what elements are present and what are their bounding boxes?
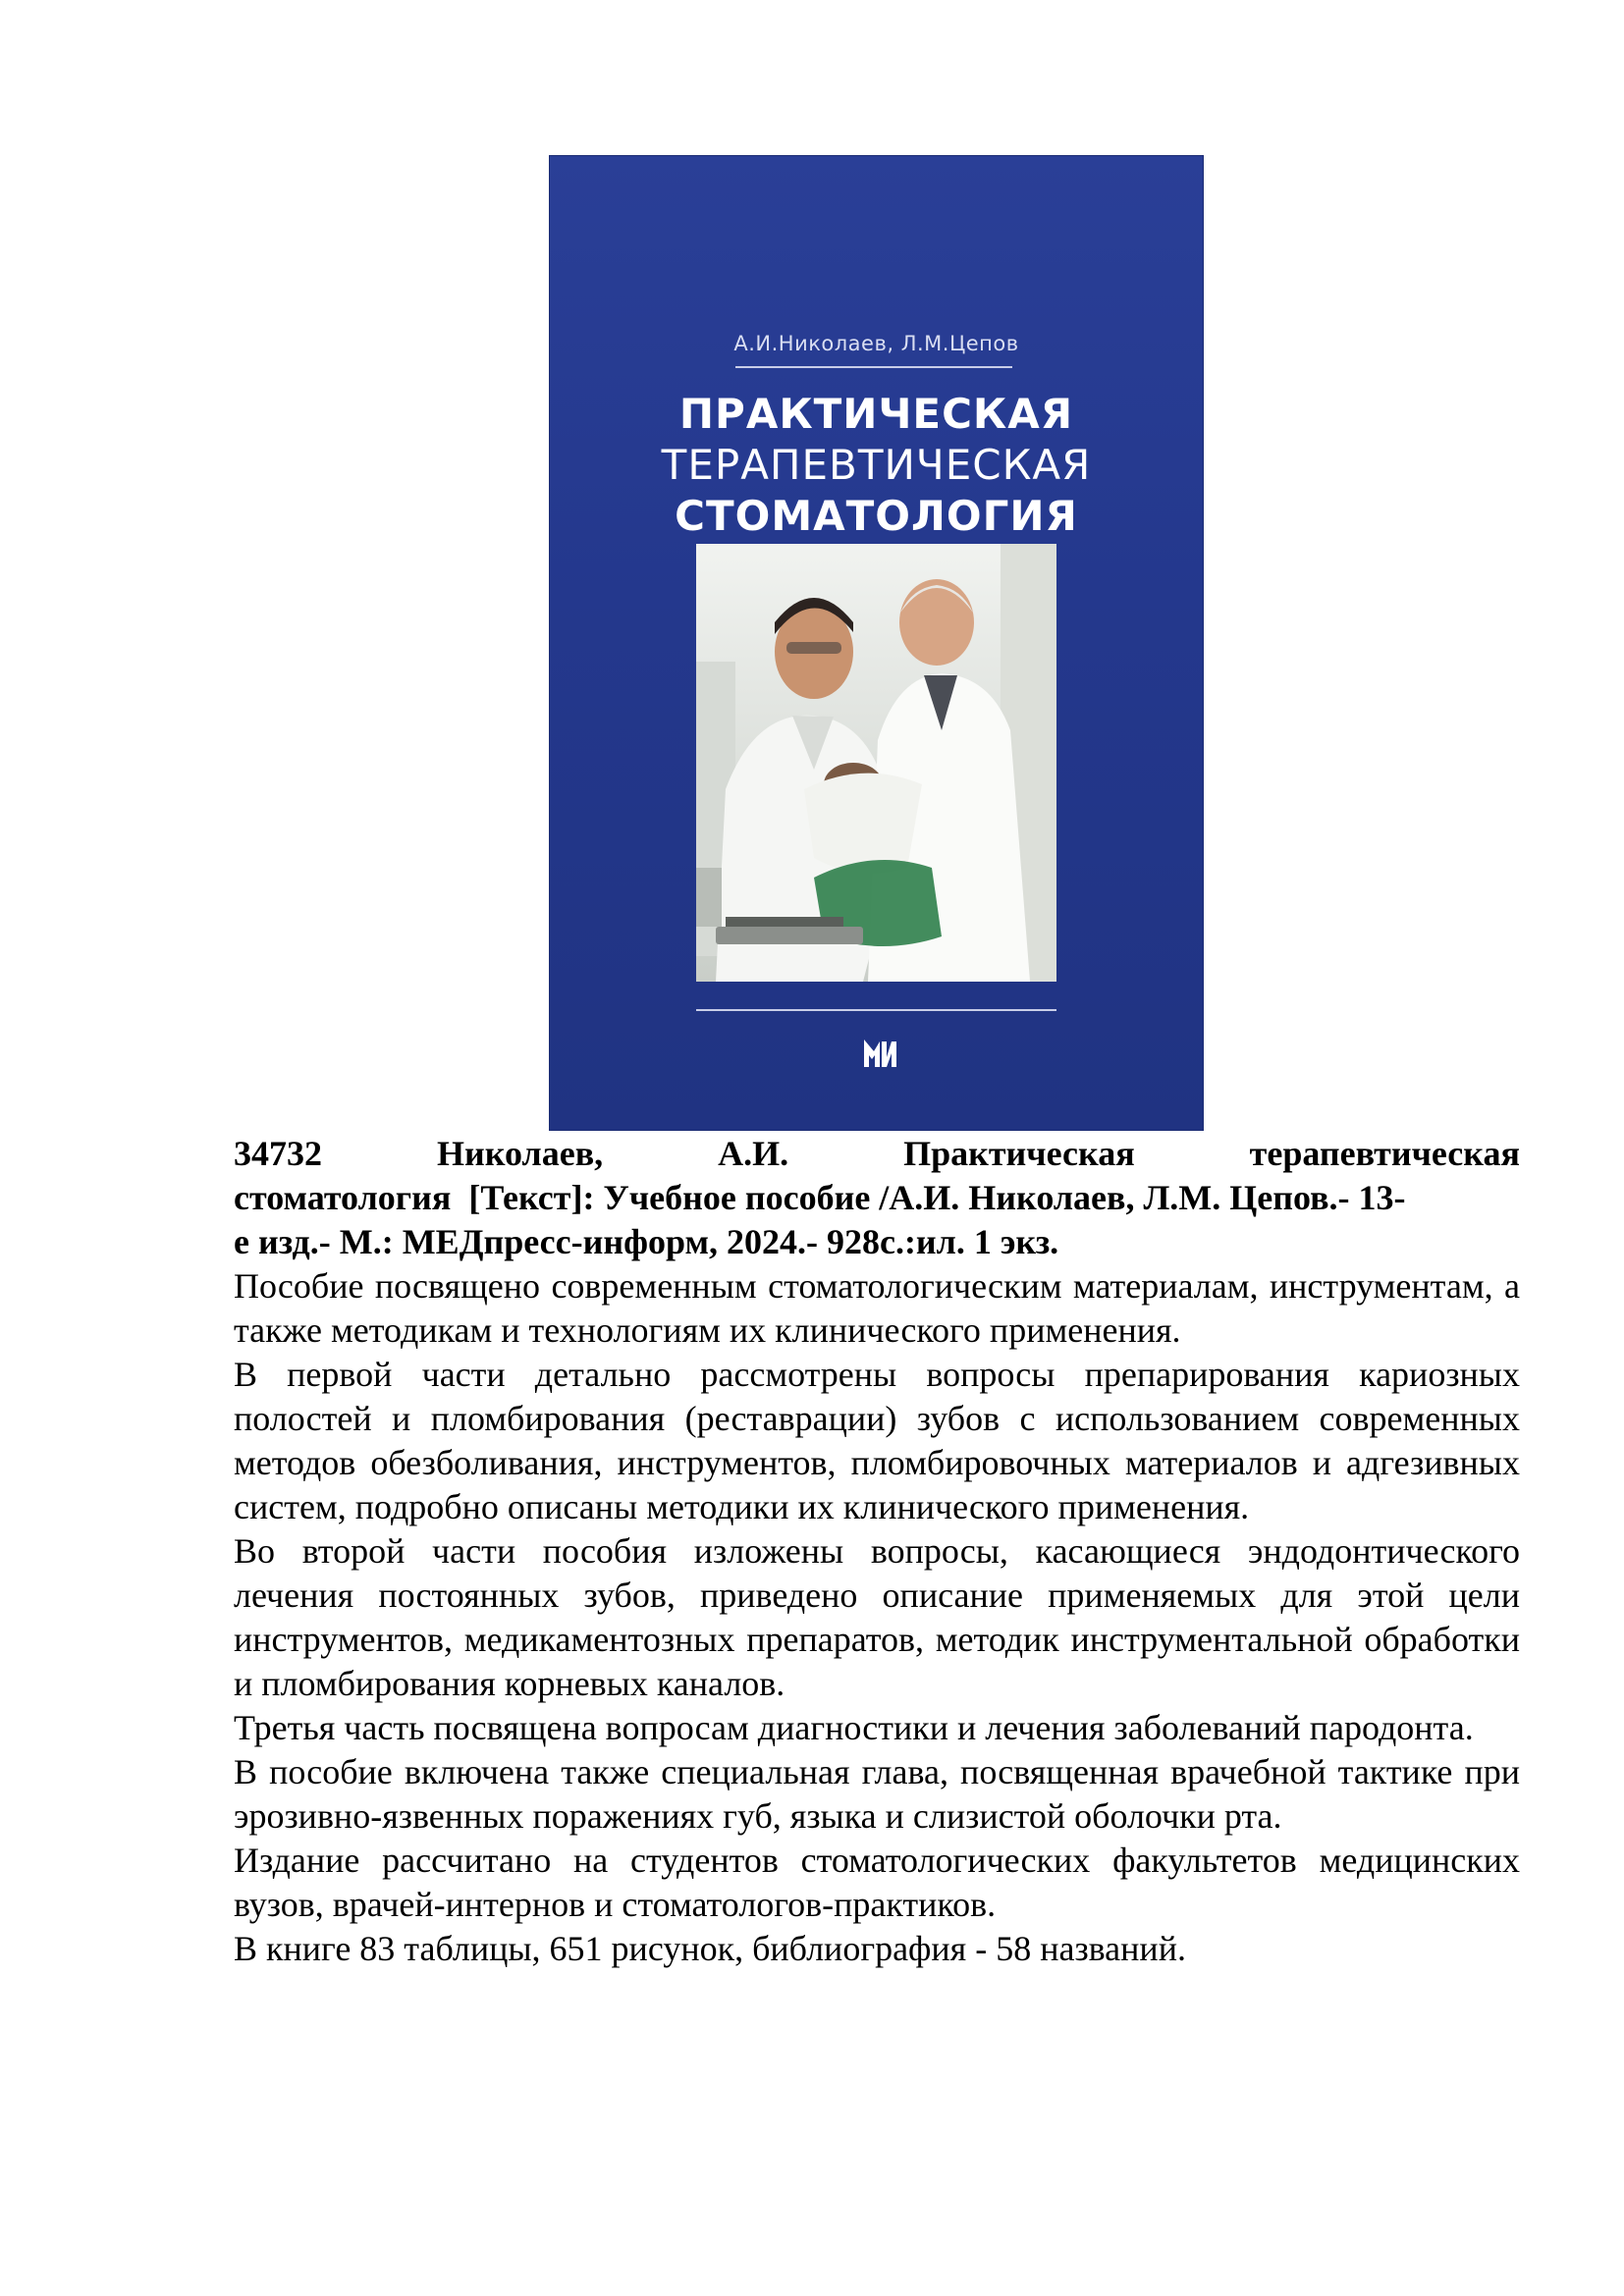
book-cover-image (549, 155, 1204, 1131)
cover-title (549, 389, 1204, 542)
annotation-paragraph: В пособие включена также специальная глава, посвященная врачебной тактике при эрозивно-язвенных поражениях губ, языка и слизистой оболочки рта. (234, 1752, 1520, 1836)
annotation-paragraph: Во второй части пособия изложены вопросы, касающиеся эндодонтического лечения постоянных зубов, приведено описание применяемых для этой цели инструментов, медикаментозных препаратов, методик инструментальной обработки и пломбирования корневых каналов. (234, 1531, 1520, 1703)
publisher-logo-icon (860, 1032, 899, 1071)
record-line-1 (234, 1132, 1520, 1176)
cover-divider-top (735, 366, 1012, 368)
annotation-paragraph: Издание рассчитано на студентов стоматологических факультетов медицинских вузов, врачей-интернов и стоматологов-практиков. (234, 1841, 1520, 1924)
record-initials: А.И. (718, 1134, 789, 1173)
record-author: Николаев, (436, 1134, 604, 1173)
cover-title-line-1: ПРАКТИЧЕСКАЯ (678, 390, 1074, 438)
bibliographic-record (234, 1132, 1520, 1264)
record-line-3: е изд.- М.: МЕДпресс-информ, 2024.- 928с.:ил. 1 экз. (234, 1222, 1059, 1261)
book-description (234, 1132, 1520, 1971)
annotation-paragraph: В первой части детально рассмотрены вопросы препарирования кариозных полостей и пломбирования (реставрации) зубов с использованием современных методов обезболивания, инструментов, пломбировочных материалов и адгезивных систем, подробно описаны методики их клинического применения. (234, 1355, 1520, 1526)
annotation-paragraph: Пособие посвящено современным стоматологическим материалам, инструментам, а также методикам и технологиям их клинического применения. (234, 1266, 1520, 1350)
cover-title-line-3: СТОМАТОЛОГИЯ (675, 492, 1078, 540)
record-line-2: стоматология [Текст]: Учебное пособие /А.И. Николаев, Л.М. Цепов.- 13- (234, 1178, 1406, 1217)
record-title-word-1: Практическая (903, 1134, 1135, 1173)
annotation-paragraph: Третья часть посвящена вопросам диагностики и лечения заболеваний пародонта. (234, 1708, 1474, 1747)
cover-divider-bottom (696, 1009, 1056, 1011)
two-dentists-with-patient-photo (696, 544, 1056, 982)
record-id: 34732 (234, 1134, 322, 1173)
record-title-word-2: терапевтическая (1249, 1134, 1520, 1173)
annotation-paragraph: В книге 83 таблицы, 651 рисунок, библиография - 58 названий. (234, 1929, 1186, 1968)
cover-title-line-2: ТЕРАПЕВТИЧЕСКАЯ (661, 441, 1092, 489)
cover-authors: А.И.Николаев, Л.М.Цепов (733, 332, 1019, 355)
